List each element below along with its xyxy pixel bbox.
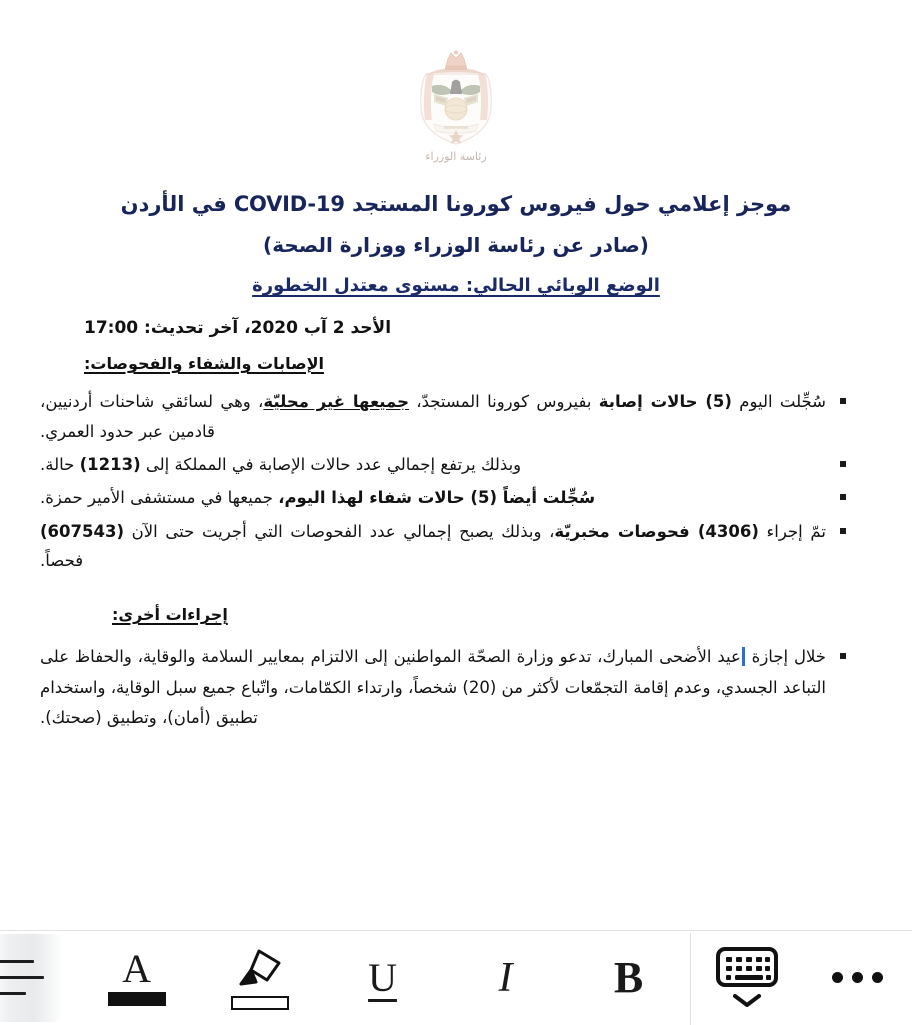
page-title-line-1: موجز إعلامي حول فيروس كورونا المستجد COVID-19 في الأردن bbox=[120, 192, 792, 216]
highlighter-icon bbox=[229, 946, 291, 1010]
font-color-button[interactable] bbox=[75, 931, 198, 1024]
font-color-icon: A bbox=[108, 950, 166, 1006]
text-run: (4306) فحوصات مخبريّة bbox=[554, 521, 759, 541]
logo-caption: رئاسة الوزراء bbox=[425, 150, 487, 163]
list-item bbox=[40, 517, 848, 576]
epidemic-status-line: الوضع الوبائي الحالي: مستوى معتدل الخطورة bbox=[252, 275, 660, 297]
text-run: ، وبذلك يصبح إجمالي عدد الفحوصات التي أجريت حتى الآن bbox=[123, 521, 555, 541]
text-run: حالة. bbox=[40, 454, 80, 474]
font-color-swatch bbox=[108, 992, 166, 1006]
underline-button[interactable] bbox=[321, 931, 444, 1024]
more-options-button[interactable] bbox=[802, 931, 912, 1024]
list-item bbox=[40, 483, 848, 512]
text-run: وبذلك يرتفع إجمالي عدد حالات الإصابة في المملكة إلى bbox=[140, 454, 522, 474]
measures-bullet-list bbox=[40, 642, 872, 734]
align-button[interactable] bbox=[0, 931, 75, 1024]
text-run: (5) حالات إصابة bbox=[598, 392, 732, 412]
text-run: فحصاً. bbox=[40, 551, 84, 570]
highlight-color-swatch bbox=[231, 996, 289, 1010]
text-run: جميعها في مستشفى الأمير حمزة. bbox=[40, 488, 279, 508]
list-item bbox=[40, 387, 848, 446]
italic-button[interactable] bbox=[444, 931, 567, 1024]
jordan-coat-of-arms-icon bbox=[408, 50, 504, 148]
text-run: (1213) bbox=[79, 454, 141, 474]
toolbar-scroll-area[interactable] bbox=[0, 931, 690, 1024]
formatting-toolbar[interactable] bbox=[0, 930, 912, 1024]
text-run: تمّ إجراء bbox=[758, 521, 826, 541]
section-heading-other-measures: إجراءات أخرى: bbox=[112, 605, 228, 625]
text-run: خلال إجازة bbox=[745, 647, 827, 667]
highlight-button[interactable] bbox=[198, 931, 321, 1024]
text-run: جميعها غير محليّة bbox=[263, 392, 409, 412]
list-item bbox=[40, 450, 848, 479]
bold-icon: B bbox=[613, 952, 644, 1002]
text-run: عيد الأضحى المبارك، تدعو وزارة الصحّة المواطنين إلى الالتزام بمعايير السلامة والوقاية، والحفاظ على التباعد الجسدي، وعدم إقامة التجمّعات لأكثر من (20) شخصاً، وارتداء الكمّامات، واتّباع جميع سبل الوقاية، واستخدام تطبيق (أمان)، وتطبيق (صحتك). bbox=[40, 647, 826, 728]
underline-icon: U bbox=[368, 954, 397, 1000]
date-updated-line: الأحد 2 آب 2020، آخر تحديث: 17:00 bbox=[84, 318, 392, 339]
list-item bbox=[40, 642, 848, 734]
text-run: (607543) bbox=[40, 521, 124, 541]
ellipsis-icon bbox=[832, 972, 883, 983]
document-text-body[interactable] bbox=[40, 190, 872, 738]
italic-icon: I bbox=[498, 954, 513, 1001]
toolbar-right-group[interactable] bbox=[691, 931, 912, 1024]
text-cursor bbox=[742, 647, 745, 666]
text-run: ، وهي لسائقي شاحنات أردنيين، قادمين عبر حدود العمري. bbox=[40, 392, 264, 441]
section-heading-cases: الإصابات والشفاء والفحوصات: bbox=[84, 354, 324, 374]
align-icon bbox=[0, 934, 64, 1022]
text-run: بفيروس كورونا المستجدّ، bbox=[408, 392, 599, 412]
cases-bullet-list bbox=[40, 387, 872, 575]
header-logo-block bbox=[0, 50, 912, 163]
text-run: سُجِّلت اليوم bbox=[731, 392, 827, 412]
hide-keyboard-button[interactable] bbox=[692, 931, 802, 1024]
page-title-line-2: (صادر عن رئاسة الوزراء ووزارة الصحة) bbox=[263, 232, 649, 257]
text-run: سُجِّلت أيضاً (5) حالات شفاء لهذا اليوم، bbox=[278, 488, 596, 508]
bold-button[interactable] bbox=[567, 931, 690, 1024]
keyboard-chevron-down-icon bbox=[715, 946, 779, 1009]
